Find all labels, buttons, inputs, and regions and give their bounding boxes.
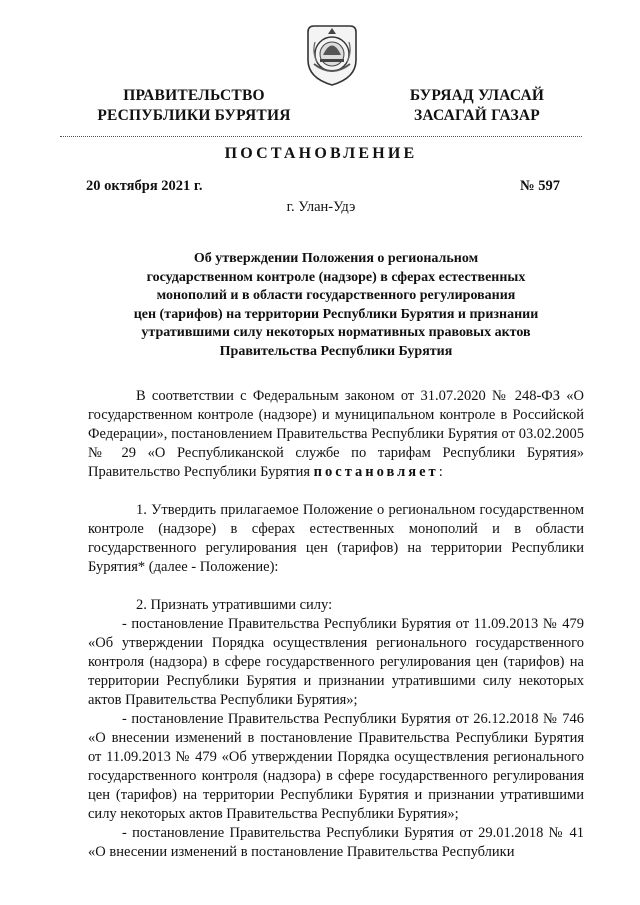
coat-of-arms-icon	[300, 22, 364, 88]
paragraph-gap	[88, 482, 584, 501]
document-number: № 597	[520, 178, 560, 194]
repealed-act-item: - постановление Правительства Республики Бурятия от 11.09.2013 № 479 «Об утверждении Порядка осуществления регионального государственного контроля (надзора) в сфере государственного регулирования цен (тарифов) на территории Республики Бурятия и признании утратившими силу некоторых актов Правительства Республики Бурятия»;	[88, 616, 584, 708]
org-line: БУРЯАД УЛАСАЙ	[409, 87, 545, 104]
title-line: монополий и в области государственного регулирования	[156, 288, 516, 304]
org-name-buryat	[388, 86, 566, 126]
org-name-russian	[76, 86, 312, 126]
decree-word: постановляет	[313, 464, 439, 480]
org-line: ЗАСАГАЙ ГАЗАР	[414, 107, 540, 124]
decree-colon: :	[438, 464, 443, 480]
document-date: 20 октября 2021 г.	[86, 178, 203, 194]
document-title	[100, 250, 572, 362]
org-line: РЕСПУБЛИКИ БУРЯТИЯ	[97, 107, 291, 124]
org-line: ПРАВИТЕЛЬСТВО	[123, 87, 265, 104]
item-2-intro: 2. Признать утратившими силу:	[136, 597, 333, 613]
document-type: ПОСТАНОВЛЕНИЕ	[224, 145, 418, 162]
preamble-paragraph	[88, 387, 584, 482]
title-line: утратившими силу некоторых нормативных правовых актов	[141, 325, 531, 341]
document-city: г. Улан-Удэ	[286, 199, 356, 215]
title-line: государственном контроле (надзоре) в сферах естественных	[146, 269, 526, 285]
title-line: цен (тарифов) на территории Республики Бурятия и признании	[133, 306, 539, 322]
repealed-act-item: - постановление Правительства Республики Бурятия от 29.01.2018 № 41 «О внесении изменений в постановление Правительства Республики	[88, 825, 584, 860]
document-body	[88, 387, 584, 862]
repealed-act-item: - постановление Правительства Республики Бурятия от 26.12.2018 № 746 «О внесении изменений в постановление Правительства Республики Бурятия от 11.09.2013 № 479 «Об утверждении Порядка осуществления регионального государственного контроля (надзора) в сфере государственного регулирования цен (тарифов) на территории Республики Бурятия и признании утратившими силу некоторых актов Правительства Республики Бурятия»;	[88, 711, 584, 822]
title-line: Правительства Республики Бурятия	[219, 343, 453, 359]
title-line: Об утверждении Положения о региональном	[193, 251, 479, 266]
header-divider	[60, 136, 582, 137]
preamble-text: В соответствии с Федеральным законом от 31.07.2020 № 248-ФЗ «О государственном контроле (надзоре) и муниципальном контроле в Российской Федерации», постановлением Правительства Республики Бурятия от 03.02.2005 № 29 «О Республиканской службе по тарифам Республики Бурятия» Правительство Республики Бурятия	[88, 388, 584, 480]
paragraph-gap	[88, 577, 584, 596]
item-1: 1. Утвердить прилагаемое Положение о региональном государственном контроле (надзоре) в сферах естественных монополий и в области государственного регулирования цен (тарифов) на территории Республики Бурятия* (далее - Положение):	[88, 502, 584, 575]
